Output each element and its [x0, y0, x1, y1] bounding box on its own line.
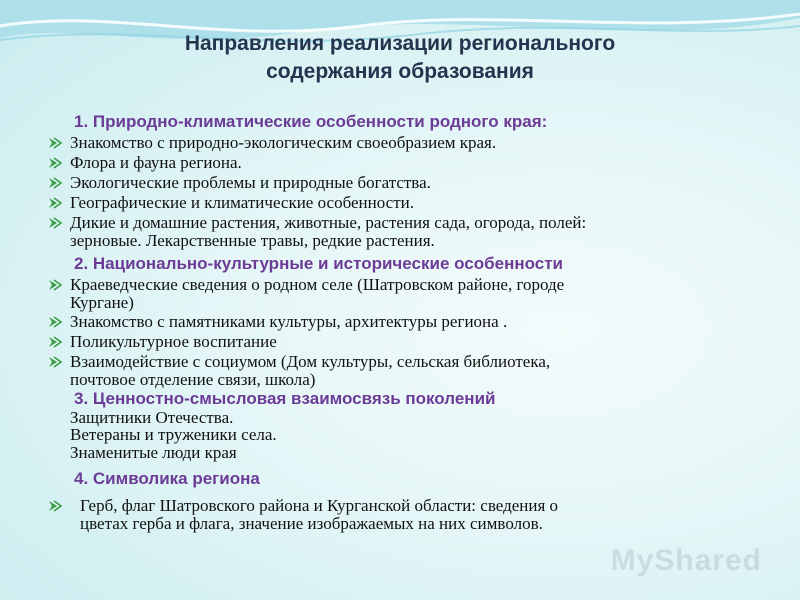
- checkmark-arrow-icon: [48, 315, 62, 329]
- list-item-text: Флора и фауна региона.: [70, 153, 242, 172]
- list-item-text: Знакомство с природно-экологическим своеобразием края.: [70, 133, 497, 152]
- list-item-text: Герб, флаг Шатровского района и Курганской области: сведения о: [80, 496, 559, 515]
- list-item: [48, 214, 768, 232]
- list-item-text: Экологические проблемы и природные богатства.: [70, 173, 431, 192]
- list-item: [48, 276, 768, 294]
- list-item: [48, 134, 768, 152]
- checkmark-arrow-icon: [48, 499, 62, 513]
- slide-content: [48, 112, 768, 533]
- list-item-text: Географические и климатические особенности.: [70, 193, 414, 212]
- list-item: [48, 194, 768, 212]
- list-item-continuation: Кургане): [70, 292, 134, 312]
- list-item: [48, 497, 768, 515]
- list-item: Знаменитые люди края: [70, 442, 237, 462]
- list-item: Ветераны и труженики села.: [70, 425, 277, 444]
- section-heading-natural: 1. Природно-климатические особенности родного края:: [74, 112, 548, 131]
- list-item: [48, 154, 768, 172]
- checkmark-arrow-icon: [48, 136, 62, 150]
- watermark: MyShared: [610, 544, 762, 577]
- section-heading-generations: 3. Ценностно-смысловая взаимосвязь поколений: [74, 388, 496, 408]
- list-item-continuation: зерновые. Лекарственные травы, редкие растения.: [70, 231, 435, 250]
- checkmark-arrow-icon: [48, 176, 62, 190]
- checkmark-arrow-icon: [48, 335, 62, 349]
- section-heading-cultural: 2. Национально-культурные и исторические особенности: [74, 253, 563, 273]
- slide-title-line-1: Направления реализации регионального: [184, 32, 616, 55]
- checkmark-arrow-icon: [48, 156, 62, 170]
- list-item-text: Краеведческие сведения о родном селе (Шатровском районе, городе: [70, 274, 565, 294]
- list-item: [48, 333, 768, 351]
- list-item-text: Поликультурное воспитание: [70, 332, 277, 351]
- checkmark-arrow-icon: [48, 355, 62, 369]
- section-heading-symbols: 4. Символика региона: [74, 469, 260, 488]
- checkmark-arrow-icon: [48, 216, 62, 230]
- list-item-text: Знакомство с памятниками культуры, архитектуры региона .: [70, 312, 508, 331]
- list-item: Защитники Отечества.: [70, 407, 234, 427]
- checkmark-arrow-icon: [48, 278, 62, 292]
- slide-title-line-2: содержания образования: [266, 60, 534, 83]
- checkmark-arrow-icon: [48, 196, 62, 210]
- slide-title: [0, 30, 800, 86]
- list-item-text: Дикие и домашние растения, животные, растения сада, огорода, полей:: [70, 213, 587, 232]
- list-item: [48, 313, 768, 331]
- list-item-continuation: почтовое отделение связи, школа): [70, 370, 316, 389]
- list-item-text: Взаимодействие с социумом (Дом культуры, сельская библиотека,: [70, 352, 551, 371]
- list-item-continuation: цветах герба и флага, значение изображаемых на них символов.: [80, 514, 543, 533]
- list-item: [48, 174, 768, 192]
- list-item: [48, 353, 768, 371]
